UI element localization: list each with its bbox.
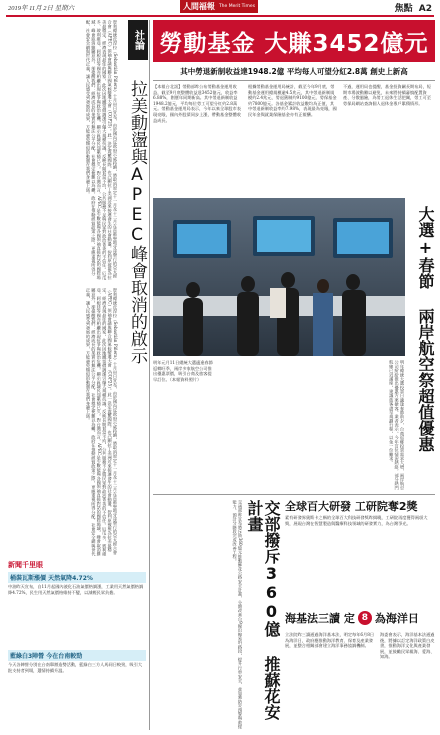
bottom-headline-research: 全球百大研發 工研院奪2獎 [285,500,418,513]
news-box-title: 新聞千里眼 [8,561,43,569]
news-box [8,560,146,730]
bottom-text-right: 海委會表示，海洋基本法通過後，將據以訂定海洋政策白皮書，推動海洋文化與產業發展，並鼓勵民眾親海、愛海、知海。 [380,632,435,660]
bottom-headline-exchange: 交部撥斥360億 推蘇花安計畫 [245,500,281,720]
page-number: A2 [418,4,432,14]
bottom-text-research: 素有研發界奧斯卡之稱的全球百大科技研發獎昨揭曉，工研院再度獲得兩項大獎，展現台灣在智慧製造與醫療科技領域的研發實力，為台灣爭光。 [285,515,428,526]
bottom-text-exchange: 交通部昨宣布將斥資360億元推動蘇花公路安全計畫，分期改善台9線沿線易坍路段，提升行車安全，並加強防災預警與救援能力，預計分階段完成改善工程。 [232,500,243,729]
sea-head-2: 為海洋日 [374,612,419,625]
editorial [6,20,148,560]
news-item-1-head: 桶裝瓦斯漲價 天然氣降4.72% [8,572,146,583]
section-name: 焦點 [394,4,413,14]
header-date: 2019年 11月 2日 星期六 [8,5,75,12]
section-label [395,1,432,14]
photo-headline: 大選+春節 兩岸航空祭超值優惠 [416,206,435,452]
sea-badge: 8 [358,611,372,625]
photo-caption: 明年元月11日總統大選適逢春節返鄉旺季，兩岸多家航空公司推出優惠票價，吸引台商及旅客提早訂位。（本報資料照片） [153,360,213,382]
editorial-title: 拉美動盪與APEC峰會取消的啟示 [127,80,147,364]
editorial-tag: 社論 [128,20,148,60]
header-rule [6,15,434,17]
news-item-2-head: 藍綠白3陣營 今在台南較勁 [8,650,146,661]
sea-head-1: 海基法三讀 定 [285,612,355,625]
lead-body-2: 根據勞動基金運用局統計，截至今年9月底，勞動基金運用總規模逾4.5兆元，其中勞退新制規模約2.4兆元、勞退舊制約9100億元、勞保基金約7800億元。各基金累計收益數均為正值，其中勞退新制收益率約7.98%，表現最為亮眼，國民年金與就業保險基金亦有正報酬。 [248,84,337,117]
editorial-text: 智利總統皮涅拉（Sebastián Piñera）十月卅日宣布，由於國內反政府示威持續，將取消原定十一月及十二月在首都聖地牙哥舉行的亞太經合會（APEC）領袖會議與聯合國氣候變遷大會（COP25）。此一決定震驚國際，也凸顯拉丁美洲近來接連發生的社會動盪。智利原被視為拉美最穩定、經濟表現最佳的國家，此次因地鐵票價調漲引爆大規模抗議，反映長期貧富不均、公共服務不足與民眾對政治菁英的不信任。厄瓜多、玻利維亞、阿根廷等國亦相繼出現抗爭與政治危機，顯示區域民怨累積已久。對台灣而言，APEC是少數能與各國領袖直接對話的國際場域，峰會取消雖屬意外，卻提醒我們：經濟成長的果實若無法公平分配，社會穩定便難以為繼。政府在推動經貿政策之際，更應重視所得分配、社會安全網與世代正義，讓人民感受到發展的成果，方能避免類似的動盪在我們身邊上演。 [85,20,118,280]
logo-text: 人間福報 [182,2,215,11]
logo-en: The Merit Times [218,4,256,9]
column-divider [149,20,150,730]
mid-rule [153,494,435,495]
lead-rule [153,80,435,81]
news-item-2-text: 今天各陣營分別在台南舉辦造勢活動，藍綠白三方人馬同日較勁，吸引大批支持者到場，選情持續升溫。 [8,662,143,673]
logo [180,0,258,13]
editorial-text-2: 智利總統皮涅拉（Sebastián Piñera）十月卅日宣布，由於國內反政府示威持續，將取消原定十一月及十二月在首都聖地牙哥舉行的亞太經合會（APEC）領袖會議與聯合國氣候變遷大會（COP25）。此一決定震驚國際，也凸顯拉丁美洲近來接連發生的社會動盪。智利原被視為拉美最穩定、經濟表現最佳的國家，此次因地鐵票價調漲引爆大規模抗議，反映長期貧富不均、公共服務不足與民眾對政治菁英的不信任。厄瓜多、玻利維亞、阿根廷等國亦相繼出現抗爭與政治危機，顯示區域民怨累積已久。對台灣而言，APEC是少數能與各國領袖直接對話的國際場域，峰會取消雖屬意外，卻提醒我們：經濟成長的果實若無法公平分配，社會穩定便難以為繼。政府在推動經貿政策之際，更應重視所得分配、社會安全網與世代正義，讓人民感受到發展的成果，方能避免類似的動盪在我們身邊上演。 [85,288,118,557]
photo-body: 明年總統大選投票日適逢春節前夕，台商返鄉投票需求大增，兩岸航空公司紛紛推出優惠方案搶客。業者表示，今年訂位情況熱絡，部分熱門航線已近滿座，建議旅客盡早規劃行程，以免一位難求。 [389,360,405,490]
news-item-1-text: 中油昨天宣布，自11月起國內液化石油氣價格調漲，工業用天然氣價格調降4.72%，民生用天然氣價格維持不變，以減輕民眾負擔。 [8,584,144,595]
lead-body-1: 【本報台北訊】勞動部昨公布勞動基金運用收益，截至9月底整體收益達3452億元，收益率6.88%，創歷年同期新高。其中勞退新制收益1948.2億元，平均每位勞工可望分紅約2.8萬元。勞動基金運用局表示，今年以來全球股市表現亮眼，國內外股債同步上漲，帶動基金整體收益成長。 [153,84,241,123]
bottom-text-sea: 立法院昨三讀通過海洋基本法，明定每年6月8日為海洋日，政府應推動海洋教育、保育及產業發展，並整合相關部會建立海洋事務協調機制。 [285,632,375,649]
news-photo [153,198,405,356]
lead-body-3: 不過，運用局也提醒，基金投資屬長期布局，短期市場波動難以避免，未來將持續審慎配置資產、分散風險，為勞工退休生活把關，勞工可至勞保局網站查詢個人退休金專戶累積情形。 [343,84,431,106]
lead-headline: 勞動基金 大賺3452億元 [153,20,435,62]
lead-subhead: 其中勞退新制收益達1948.2億 平均每人可望分紅2.8萬 創史上新高 [180,67,408,76]
bottom-headline-sea [285,608,435,628]
